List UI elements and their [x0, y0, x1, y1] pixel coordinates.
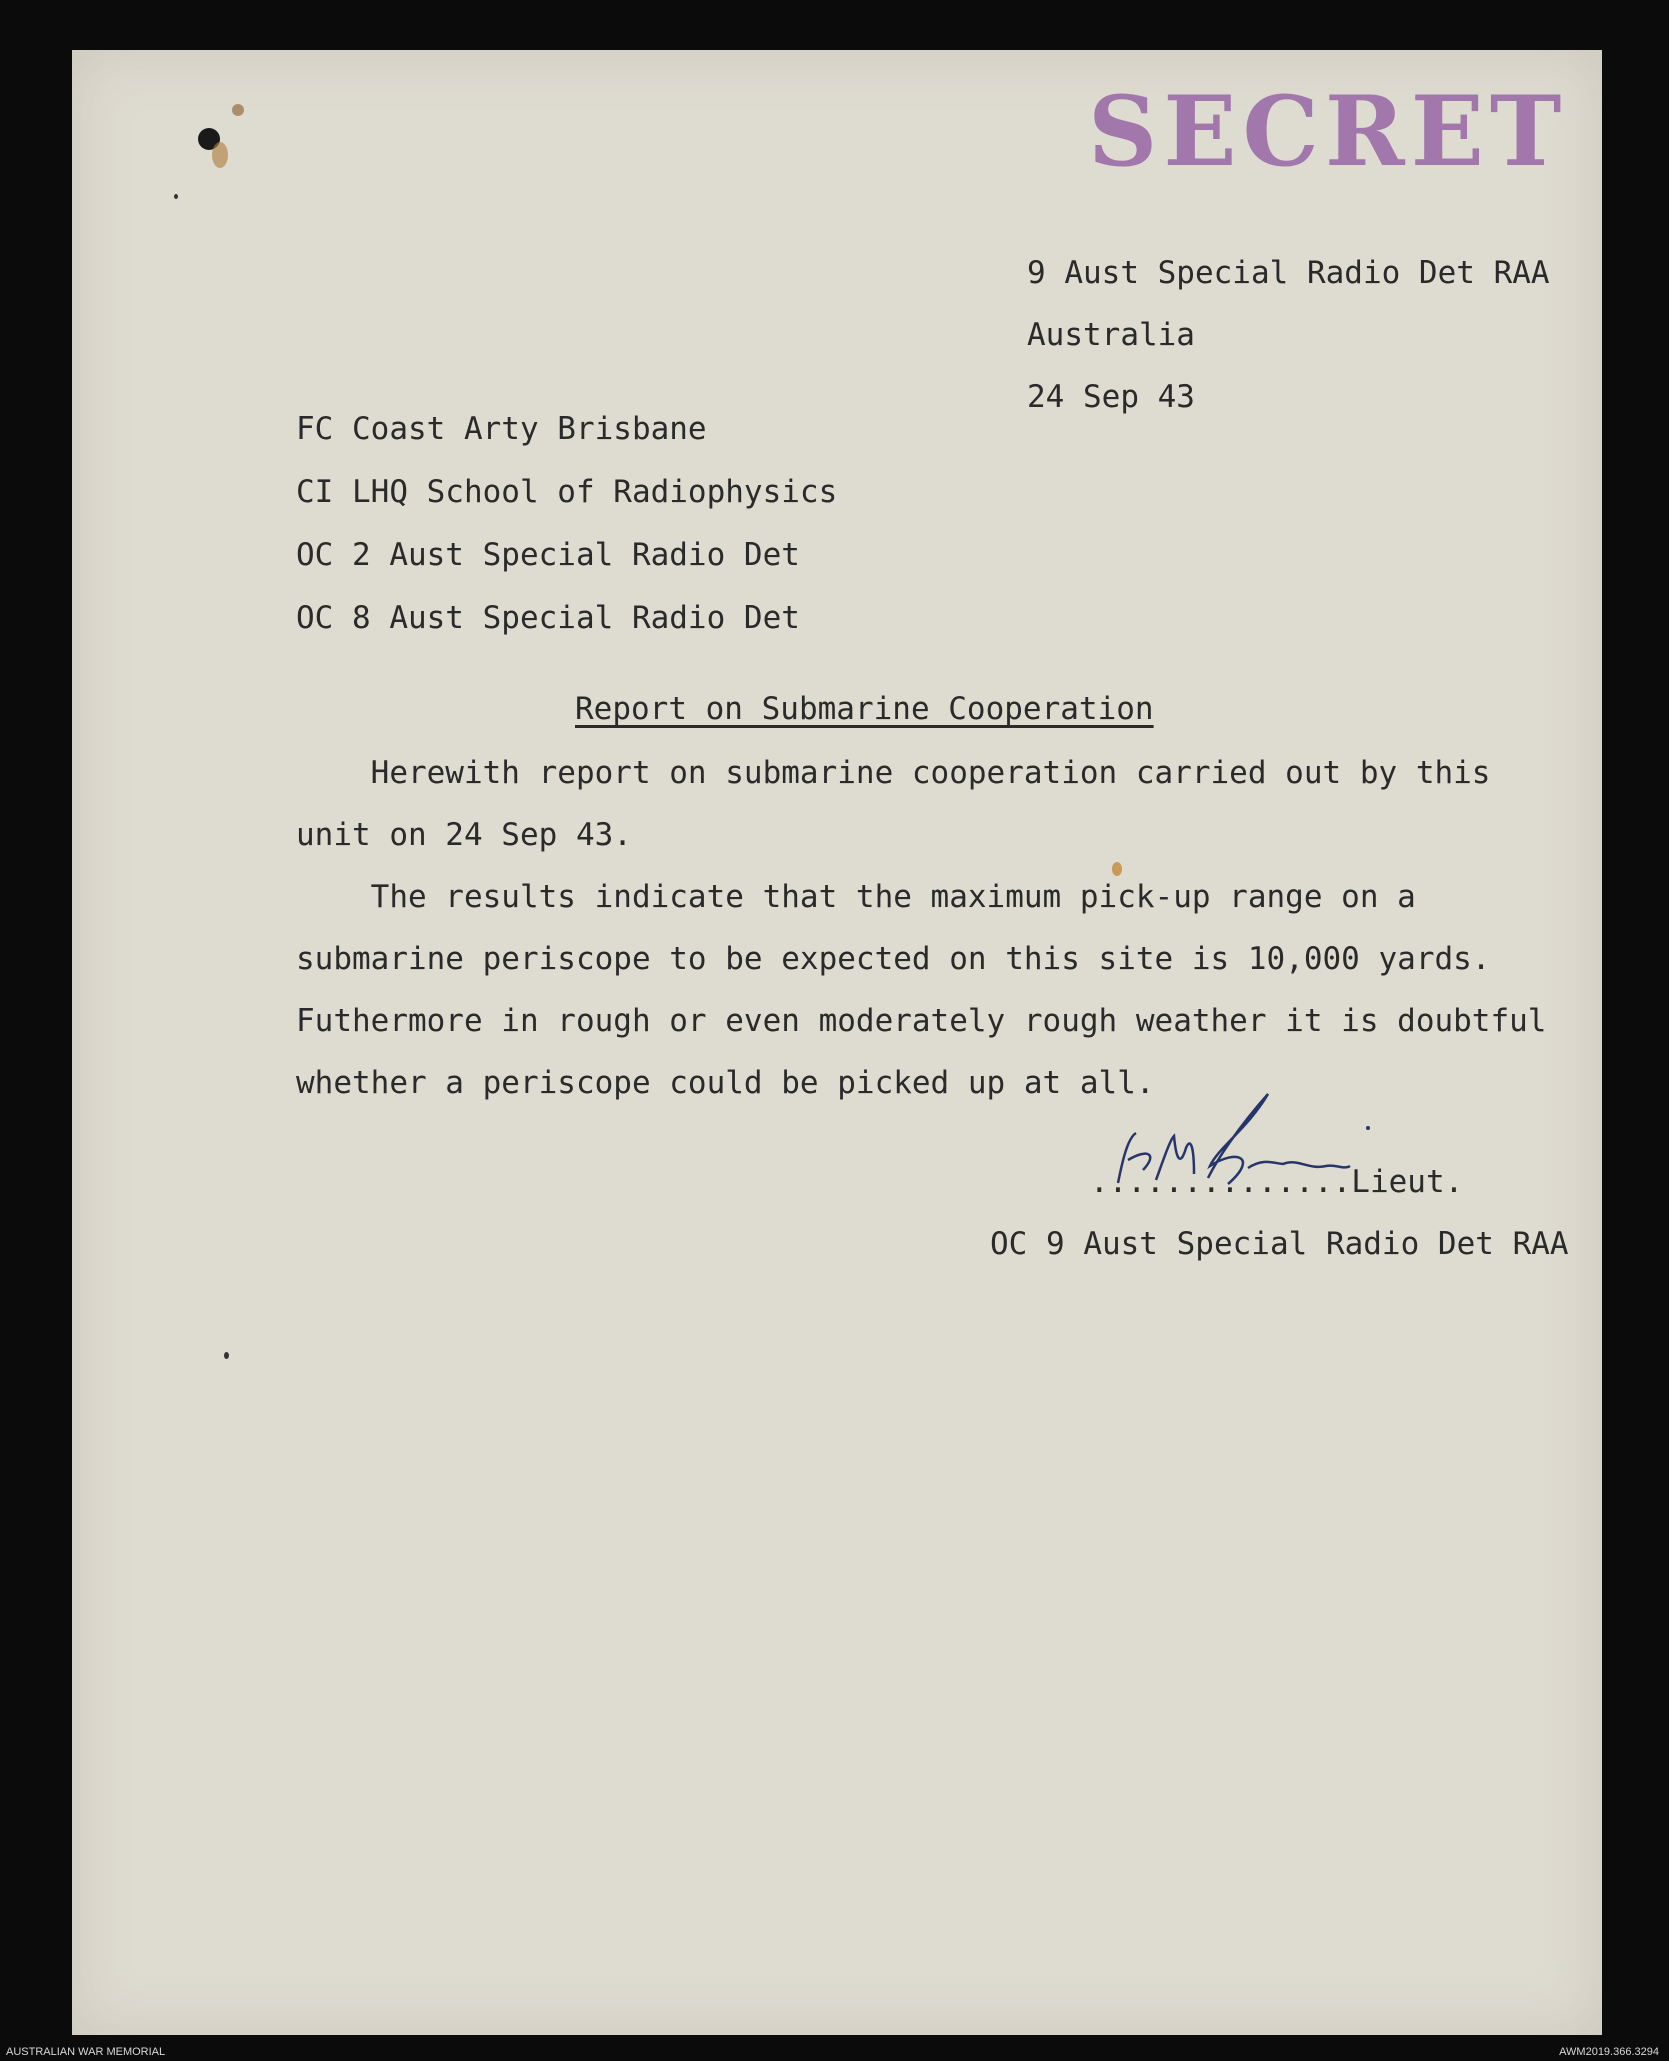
recipient-line: FC Coast Arty Brisbane	[296, 411, 707, 447]
secret-stamp: SECRET	[1088, 75, 1568, 188]
archive-footer-left: AUSTRALIAN WAR MEMORIAL	[6, 2046, 166, 2058]
rust-stain	[1112, 862, 1122, 876]
recipient-line: CI LHQ School of Radiophysics	[296, 474, 838, 510]
letter-date: 24 Sep 43	[1027, 379, 1195, 415]
sender-country: Australia	[1027, 317, 1195, 353]
signature-dots: ..............Lieut.	[1090, 1164, 1464, 1200]
recipient-line: OC 8 Aust Special Radio Det	[296, 600, 800, 636]
document-page	[72, 50, 1602, 2035]
body-line: unit on 24 Sep 43.	[296, 817, 632, 853]
rust-stain	[232, 104, 244, 116]
body-line: Herewith report on submarine cooperation carried out by this	[296, 755, 1491, 791]
rust-stain	[212, 142, 228, 168]
sender-unit: 9 Aust Special Radio Det RAA	[1027, 255, 1550, 291]
signatory-title: OC 9 Aust Special Radio Det RAA	[990, 1226, 1569, 1262]
body-line: submarine periscope to be expected on this site is 10,000 yards.	[296, 941, 1491, 977]
body-line: The results indicate that the maximum pick-up range on a	[296, 879, 1416, 915]
report-heading: Report on Submarine Cooperation	[575, 691, 1154, 727]
body-line: Futhermore in rough or even moderately rough weather it is doubtful	[296, 1003, 1547, 1039]
archive-footer-right: AWM2019.366.3294	[1559, 2046, 1659, 2058]
speck	[174, 194, 178, 199]
recipient-line: OC 2 Aust Special Radio Det	[296, 537, 800, 573]
speck	[224, 1352, 229, 1359]
body-line: whether a periscope could be picked up at all.	[296, 1065, 1155, 1101]
